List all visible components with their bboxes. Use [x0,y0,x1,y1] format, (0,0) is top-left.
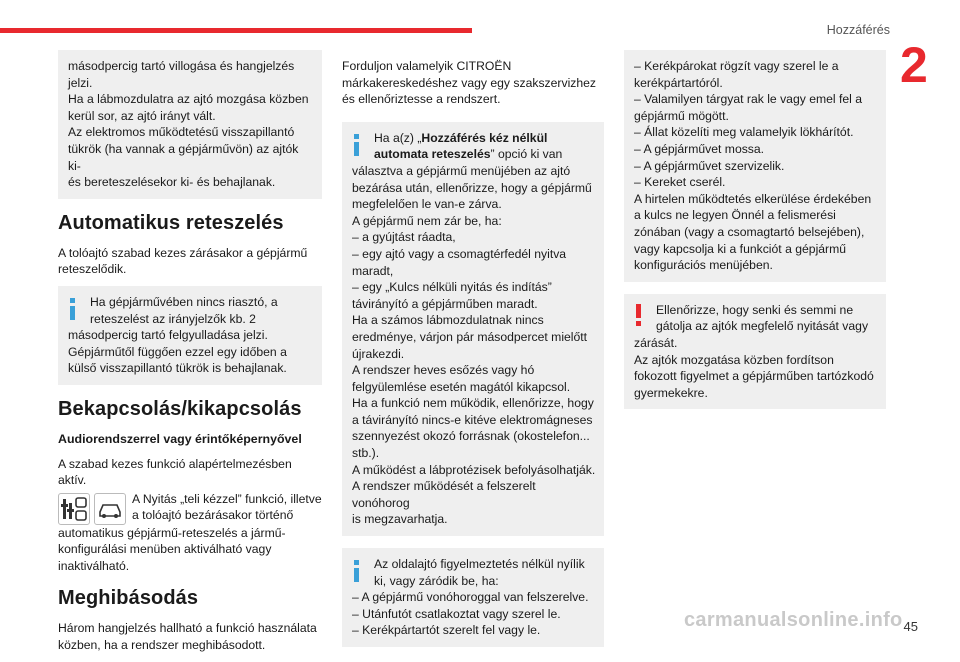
watermark: carmanualsonline.info [684,609,903,631]
info-icon [354,134,359,156]
page-number: 45 [903,619,918,634]
text-line: Forduljon valamelyik CITROËN [342,59,512,73]
text-line: – Kerékpártartót szerelt fel vagy le. [352,623,541,638]
text-line: – A gépjárművet szervizelik. [634,158,785,173]
text-line: zárását. [634,335,678,350]
text-line: fokozott figyelmet a gépjárműben tartózkodó [634,369,874,384]
text-line: – A gépjárművet mossa. [634,141,765,156]
text-line: gyermekekre. [634,385,708,400]
text-line: A gépjármű nem zár be, ha: [352,213,502,228]
text-line: Ha gépjárművében nincs riasztó, a [90,294,278,309]
text-line: bezárása után, ellenőrizze, hogy a gépjármű [352,180,592,195]
text-line: – Kereket cserél. [634,175,726,190]
text-line: Az elektromos működtetésű visszapillantó [68,125,295,140]
car-icon [94,493,126,525]
text-line: inaktiválható. [58,558,130,573]
heading-automatic-locking: Automatikus reteszelés [58,211,284,234]
text-line: másodpercig tartó villogása és hangjelzés [68,59,295,73]
text-line: is megzavarhatja. [352,512,448,527]
info-note-handsfree: Ha a(z) „Hozzáférés kéz nélkül automata reteszelés” opció ki van választva a gépjármű menüjében az ajtó bezárása után, ellenőrizze, hogy a gépjármű megfelelően le van-e zárva. A gépjármű nem zár be, ha: – a gyújtást ráadta, – egy ajtó vagy a csomagtérfedél nyitva maradt, – egy „Kulcs nélküli nyitás és indítás” távirányító a gépjárműben maradt. Ha a számos lábmozdulatnak nincs eredménye, várjon pár másodpercet mielőtt újrakezdi. A rendszer heves esőzés vagy hó felgyülemlése esetén magától kikapcsol. Ha a funkció nem működik, ellenőrizze, hogy a távirányító nincs-e kitéve elektromágneses szennyezést okozó forrásnak (okostelefon... stb.). A működést a lábprotézisek befolyásolhatják. A rendszer működését a felszerelt vonóhorog is megzavarhatja. [342,122,604,536]
text-line: aktív. [58,473,87,488]
text-line: tükrök (ha vannak a gépjárművön) az ajtók ki- [68,141,302,173]
section-title: Hozzáférés [826,23,890,37]
text-line: zónában (vagy a csomagtartó belsejében), [634,224,865,239]
text-line: A Nyitás „teli kézzel” funkció, illetve [132,491,322,506]
text-line: ki, vagy záródik be, ha: [374,573,499,588]
text-line: megfelelően le van-e zárva. [352,197,502,212]
info-note [58,286,322,385]
text-line: – a gyújtást ráadta, [352,230,456,245]
text-line: Ha a funkció nem működik, ellenőrizze, hogy [352,396,594,411]
paragraph-intro [342,50,604,116]
subheading-audio-touchscreen: Audiorendszerrel vagy érintőképernyővel [58,431,302,446]
text-line: eredménye, várjon pár másodpercet mielőtt [352,329,588,344]
text-line: és bereteszelésekor ki- és behajlanak. [68,175,276,190]
text-line: jelzi. [68,75,93,90]
text-line: automatikus gépjármű-reteszelés a jármű- [58,525,286,540]
text-line: távirányító a gépjárműben maradt. [352,296,538,311]
text-line: – Kerékpárokat rögzít vagy szerel le a [634,59,839,73]
text-line: A szabad kezes funkció alapértelmezésben [58,456,292,471]
paragraph [58,620,322,653]
text-line: reteszelést az irányjelzők kb. 2 [90,311,256,326]
text-line: márkakereskedéshez vagy egy szakszervizhez [342,75,597,90]
text-line: Az oldalajtó figyelmeztetés nélkül nyílik [374,557,585,572]
text-line: gépjármű mögött. [634,108,729,123]
text-line: Gépjárműtől függően ezzel egy időben a [68,344,287,359]
info-box-continued [58,50,322,199]
text-line: Ha a lábmozdulatra az ajtó mozgása közben [68,92,309,107]
info-icon [354,560,359,582]
header-accent-bar [0,28,472,33]
paragraph [58,456,322,489]
text-line: A működést a lábprotézisek befolyásolhatják. [352,462,596,477]
car-settings-icon [58,493,90,525]
text-line: – Utánfutót csatlakoztat vagy szerel le. [352,606,561,621]
text-line: A rendszer heves esőzés vagy hó [352,363,535,378]
text-line: – Valamilyen tárgyat rak le vagy emel fel a [634,92,863,107]
text-line: felgyülemlése esetén magától kikapcsol. [352,379,571,394]
text-line: gátolja az ajtók megfelelő nyitását vagy [656,319,869,334]
info-box-continued [624,50,886,282]
paragraph [58,525,322,575]
warning-note [624,294,886,410]
info-icon [70,298,75,320]
text-line: A rendszer működését a felszerelt vonóhorog [352,479,539,510]
text-line: – Állat közelíti meg valamelyik lökhárítót. [634,125,854,140]
text-line: – egy ajtó vagy a csomagtérfedél nyitva [352,246,567,261]
text-line: a tolóajtó bezárásakor történő [132,508,294,523]
text-line: Ellenőrizze, hogy senki és semmi ne [656,302,854,317]
paragraph [58,245,322,278]
heading-malfunction: Meghibásodás [58,587,199,610]
chapter-number: 2 [900,37,928,93]
text-line: stb.). [352,446,380,461]
text-line: újrakezdi. [352,346,405,361]
text-line: választva a gépjármű menüjében az ajtó [352,163,571,178]
text-line: másodpercig tartó felgyulladása jelzi. [68,328,268,343]
text-line: külső visszapillantó tükrök is behajlanak. [68,361,287,376]
text-line: konfigurálási menüben aktiválható vagy [58,542,272,557]
heading-on-off: Bekapcsolás/kikapcsolás [58,397,302,420]
text-line: és ellenőriztesse a rendszert. [342,92,501,107]
column-3 [624,50,886,419]
text-line: Az ajtók mozgatása közben fordítson [634,352,834,367]
text-line: A tolóajtó szabad kezes zárásakor a gépjármű [58,245,308,260]
column-1 [58,50,322,662]
info-note-side-door [342,548,604,647]
text-line: közben, ha a rendszer meghibásodott. [58,638,266,653]
text-line: konfigurációs menüjében. [634,258,773,273]
icons-paragraph [58,491,322,525]
text-line: a távirányító nincs-e kitéve elektromágneses [352,412,593,427]
text-line: kerül sor, az ajtó irányt vált. [68,108,216,123]
text-line: Három hangjelzés hallható a funkció használata [58,621,317,636]
text-line: maradt, [352,263,394,278]
text-line: kerékpártartóról. [634,75,723,90]
column-2 [342,50,604,657]
warning-icon [636,304,641,326]
text-line: – egy „Kulcs nélküli nyitás és indítás” [352,280,552,295]
text-line: – A gépjármű vonóhoroggal van felszerelve. [352,590,589,605]
text-line: vagy kapcsolja ki a funkciót a gépjármű [634,241,847,256]
text-line: a kulcs ne legyen Önnél a felismerési [634,208,836,223]
text-line: A hirtelen működtetés elkerülése érdekében [634,191,872,206]
text-line: reteszelődik. [58,262,127,277]
text-line: Ha a számos lábmozdulatnak nincs [352,313,544,328]
text-line: szennyezést okozó forrásnak (okostelefon... [352,429,590,444]
